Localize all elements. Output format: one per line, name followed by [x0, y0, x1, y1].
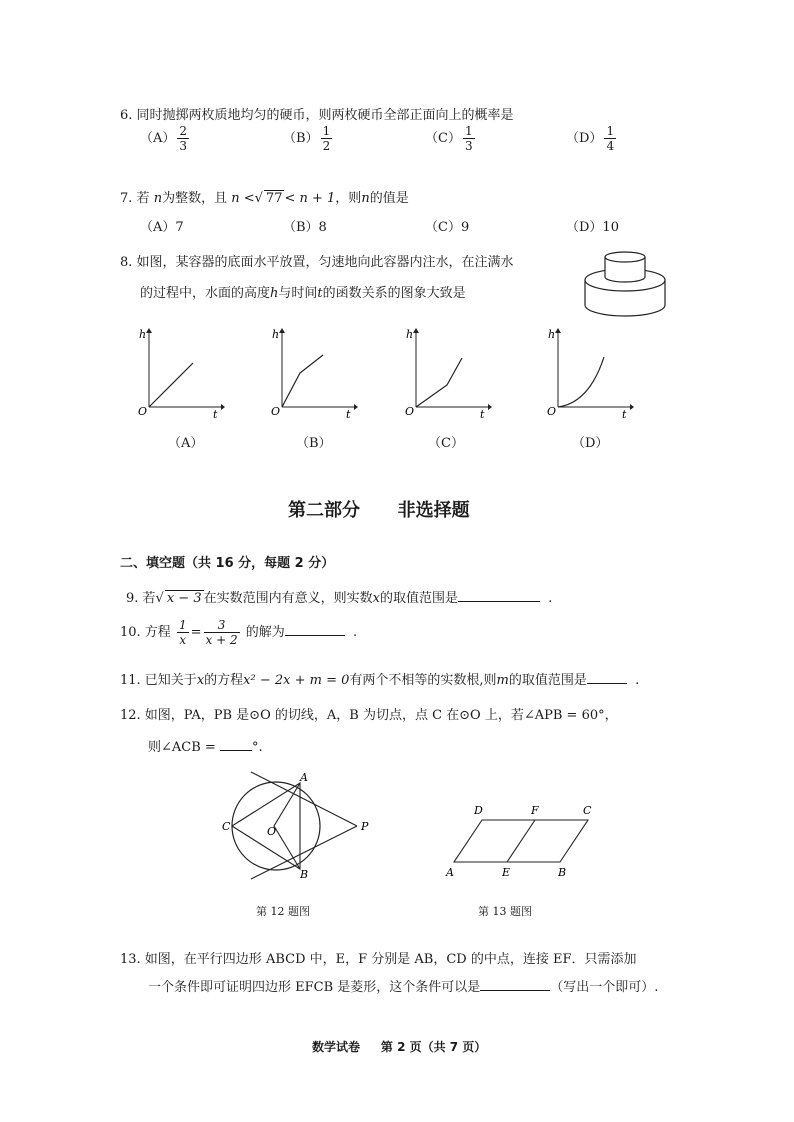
q10-answer-blank[interactable] [285, 623, 345, 636]
svg-text:t: t [622, 408, 627, 420]
q9-stem: 9. 若√ x − 3 在实数范围内有意义，则实数x的取值范围是 . [126, 591, 553, 606]
svg-text:h: h [139, 328, 147, 341]
q7-stem: 7. 若 n为整数，且 n <√ 77 < n + 1，则n的值是 [120, 191, 409, 206]
part2-heading: 二、填空题（共 16 分，每题 2 分） [120, 556, 335, 571]
svg-text:F: F [531, 804, 539, 817]
svg-text:O: O [405, 405, 415, 418]
svg-text:h: h [406, 328, 414, 341]
q11-answer-blank[interactable] [587, 671, 627, 684]
svg-text:h: h [548, 328, 556, 341]
graph-a [133, 325, 225, 420]
svg-text:t: t [346, 408, 351, 420]
svg-text:C: C [222, 820, 231, 833]
svg-text:A: A [446, 866, 454, 879]
q12-answer-blank[interactable] [220, 738, 252, 751]
container-figure [580, 245, 670, 320]
q8-line2: 的过程中，水面的高度h与时间t的函数关系的图象大致是 [140, 286, 466, 301]
svg-text:O: O [271, 405, 281, 418]
page-footer: 数学试卷 第 2 页（共 7 页） [312, 1040, 487, 1054]
graph-label-c: （C） [428, 436, 464, 451]
q12-line1: 12. 如图，PA，PB 是⊙O 的切线，A，B 为切点，点 C 在⊙O 上，若∠APB = 60°， [120, 708, 618, 723]
q10-stem: 10. 方程 $\frac{1}{x}$ = $\frac{3}{x + 2}$ 的解为 . [120, 618, 358, 647]
q7-option-c: （C）9 [425, 220, 470, 235]
graph-label-d: （D） [572, 436, 609, 451]
q6-stem: 6. 同时抛掷两枚质地均匀的硬币，则两枚硬币全部正面向上的概率是 [120, 108, 514, 123]
q13-answer-blank[interactable] [480, 978, 550, 991]
svg-text:E: E [502, 866, 511, 879]
q6-option-b: （B） $\frac{1}{2}$ [283, 124, 331, 153]
svg-text:C: C [583, 804, 592, 817]
svg-text:B: B [300, 868, 309, 880]
q7-option-b: （B）8 [283, 220, 327, 235]
svg-text:O: O [138, 405, 148, 418]
figure-13-caption: 第 13 题图 [478, 905, 532, 918]
q6-option-d: （D） $\frac{1}{4}$ [566, 124, 615, 153]
graph-label-b: （B） [296, 436, 332, 451]
svg-text:P: P [361, 820, 369, 833]
figure-12-caption: 第 12 题图 [256, 905, 310, 918]
q13-line1: 13. 如图，在平行四边形 ABCD 中，E，F 分别是 AB，CD 的中点，连接 EF．只需添加 [120, 952, 637, 967]
q6-option-a: （A） $\frac{2}{3}$ [140, 124, 188, 153]
q7-option-d: （D）10 [566, 220, 619, 235]
figure-12 [218, 768, 378, 880]
graph-label-a: （A） [168, 436, 204, 451]
q6-option-c: （C） $\frac{1}{3}$ [425, 124, 473, 153]
q13-line2: 一个条件即可证明四边形 EFCB 是菱形，这个条件可以是 （写出一个即可）. [148, 980, 659, 995]
q9-answer-blank[interactable] [458, 589, 540, 602]
svg-text:t: t [213, 408, 218, 420]
svg-text:t: t [480, 408, 485, 420]
svg-text:O: O [547, 405, 557, 418]
graph-b [270, 325, 362, 420]
svg-text:B: B [558, 866, 567, 879]
q7-option-a: （A）7 [140, 220, 184, 235]
q12-line2: 则∠ACB = °. [148, 740, 263, 755]
svg-text:h: h [272, 328, 280, 341]
svg-text:A: A [300, 771, 308, 784]
svg-text:O: O [267, 825, 277, 838]
graph-d [544, 325, 636, 420]
graph-c [402, 325, 494, 420]
q8-line1: 8. 如图，某容器的底面水平放置，匀速地向此容器内注水，在注满水 [120, 255, 514, 270]
svg-text:D: D [474, 804, 483, 817]
section-title: 第二部分 非选择题 [288, 500, 470, 521]
q11-stem: 11. 已知关于x的方程x² − 2x + m = 0有两个不相等的实数根,则m的取值范围是 . [120, 673, 640, 688]
figure-13 [440, 800, 600, 880]
